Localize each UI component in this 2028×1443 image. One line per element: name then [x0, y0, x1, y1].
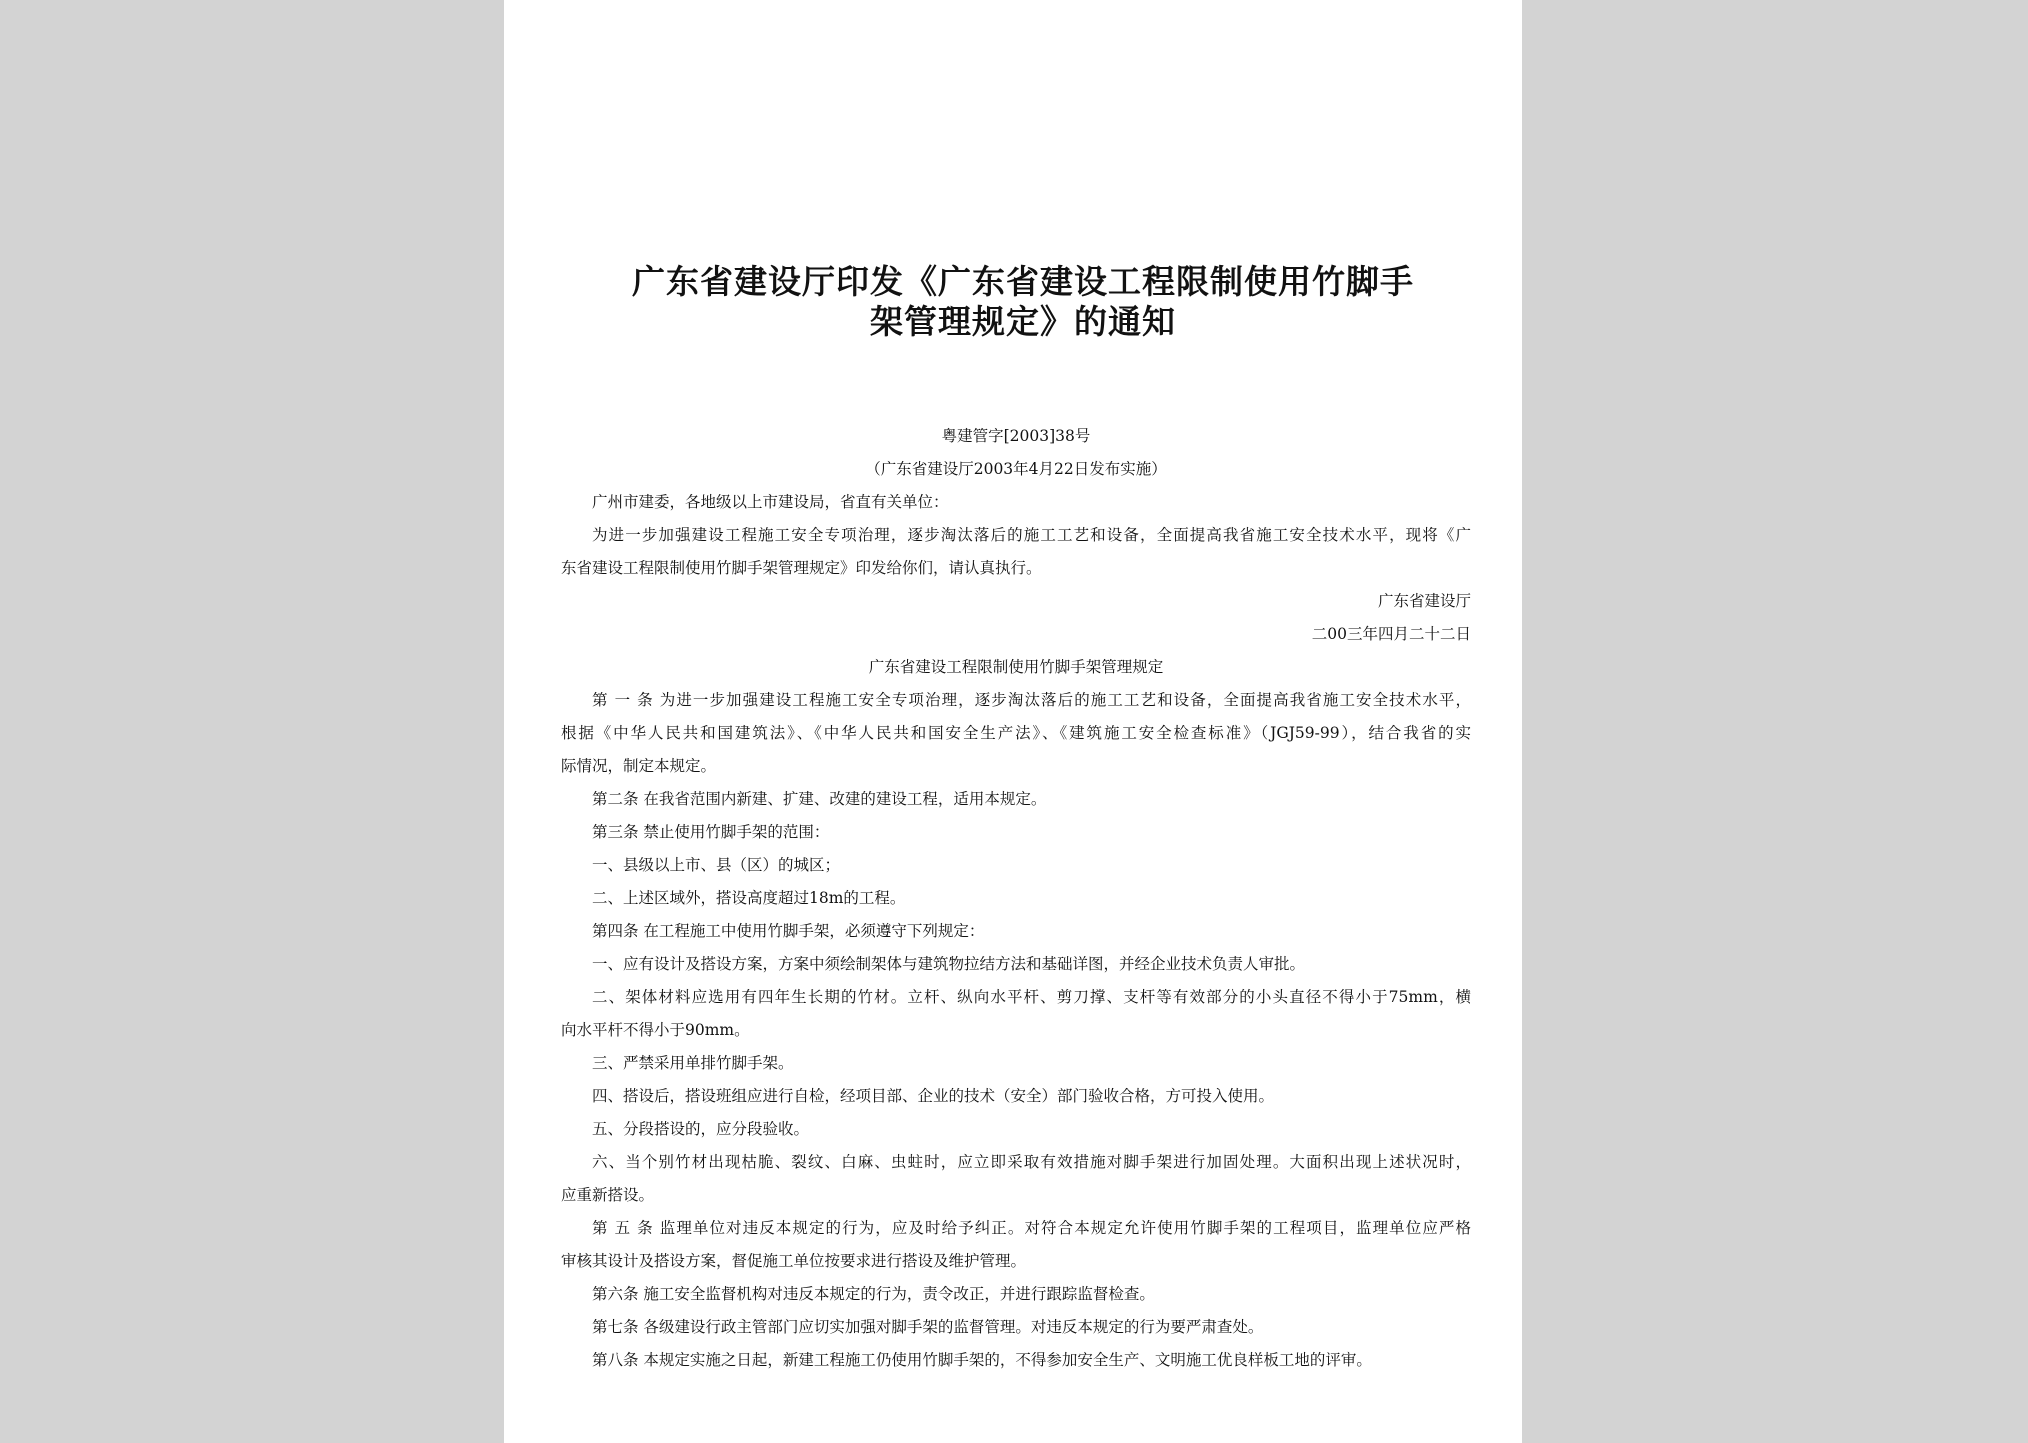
- document-number: 粤建管字[2003]38号: [941, 427, 1091, 445]
- regulation-line: 第四条 在工程施工中使用竹脚手架，必须遵守下列规定：: [592, 922, 985, 940]
- intro-line: 为进一步加强建设工程施工安全专项治理，逐步淘汰落后的施工工艺和设备，全面提高我省施工安全技术水平，现将《广: [592, 526, 1471, 544]
- regulation-line: 一、县级以上市、县（区）的城区；: [592, 856, 841, 874]
- issuer-signature: 广东省建设厅: [1377, 592, 1471, 610]
- regulation-line: 审核其设计及搭设方案，督促施工单位按要求进行搭设及维护管理。: [561, 1252, 1027, 1270]
- regulation-line: 二、上述区域外，搭设高度超过18m的工程。: [592, 889, 906, 907]
- regulation-line: 第二条 在我省范围内新建、扩建、改建的建设工程，适用本规定。: [592, 790, 1047, 808]
- regulation-line: 二、架体材料应选用有四年生长期的竹材。立杆、纵向水平杆、剪刀撑、支杆等有效部分的小头直径不得小于75mm，横: [592, 988, 1471, 1006]
- regulation-line: 第七条 各级建设行政主管部门应切实加强对脚手架的监督管理。对违反本规定的行为要严肃查处。: [592, 1318, 1264, 1336]
- regulation-line: 向水平杆不得小于90mm。: [561, 1021, 750, 1039]
- regulation-line: 第六条 施工安全监督机构对违反本规定的行为，责令改正，并进行跟踪监督检查。: [592, 1285, 1155, 1303]
- regulation-line: 第三条 禁止使用竹脚手架的范围：: [592, 823, 830, 841]
- issue-note: （广东省建设厅2003年4月22日发布实施）: [865, 460, 1167, 478]
- document-title: [584, 262, 1462, 342]
- salutation: 广州市建委，各地级以上市建设局，省直有关单位：: [592, 493, 949, 511]
- regulation-line: 根据《中华人民共和国建筑法》、《中华人民共和国安全生产法》、《建筑施工安全检查标准》（JGJ59-99），结合我省的实: [561, 724, 1471, 742]
- intro-line: 东省建设工程限制使用竹脚手架管理规定》印发给你们，请认真执行。: [561, 559, 1042, 577]
- regulation-line: 际情况，制定本规定。: [561, 757, 717, 775]
- document-body: [561, 420, 1471, 1377]
- regulation-line: 三、严禁采用单排竹脚手架。: [592, 1054, 794, 1072]
- regulation-line: 第八条 本规定实施之日起，新建工程施工仍使用竹脚手架的，不得参加安全生产、文明施工优良样板工地的评审。: [592, 1351, 1372, 1369]
- title-line: 广东省建设厅印发《广东省建设工程限制使用竹脚手: [632, 262, 1414, 301]
- regulation-line: 六、当个别竹材出现枯脆、裂纹、白麻、虫蛀时，应立即采取有效措施对脚手架进行加固处理。大面积出现上述状况时，: [592, 1153, 1471, 1171]
- issue-date: 二00三年四月二十二日: [1311, 625, 1471, 643]
- regulation-line: 一、应有设计及搭设方案，方案中须绘制架体与建筑物拉结方法和基础详图，并经企业技术负责人审批。: [592, 955, 1306, 973]
- regulation-line: 四、搭设后，搭设班组应进行自检，经项目部、企业的技术（安全）部门验收合格，方可投入使用。: [592, 1087, 1275, 1105]
- regulation-line: 第 一 条 为进一步加强建设工程施工安全专项治理，逐步淘汰落后的施工工艺和设备，全面提高我省施工安全技术水平，: [592, 691, 1471, 709]
- regulation-body: [561, 684, 1471, 1377]
- title-line: 架管理规定》的通知: [870, 302, 1176, 341]
- document-page: [504, 0, 1522, 1443]
- regulation-line: 应重新搭设。: [561, 1186, 655, 1204]
- regulation-title: 广东省建设工程限制使用竹脚手架管理规定: [868, 658, 1164, 676]
- regulation-line: 五、分段搭设的，应分段验收。: [592, 1120, 810, 1138]
- regulation-line: 第 五 条 监理单位对违反本规定的行为，应及时给予纠正。对符合本规定允许使用竹脚手架的工程项目，监理单位应严格: [592, 1219, 1471, 1237]
